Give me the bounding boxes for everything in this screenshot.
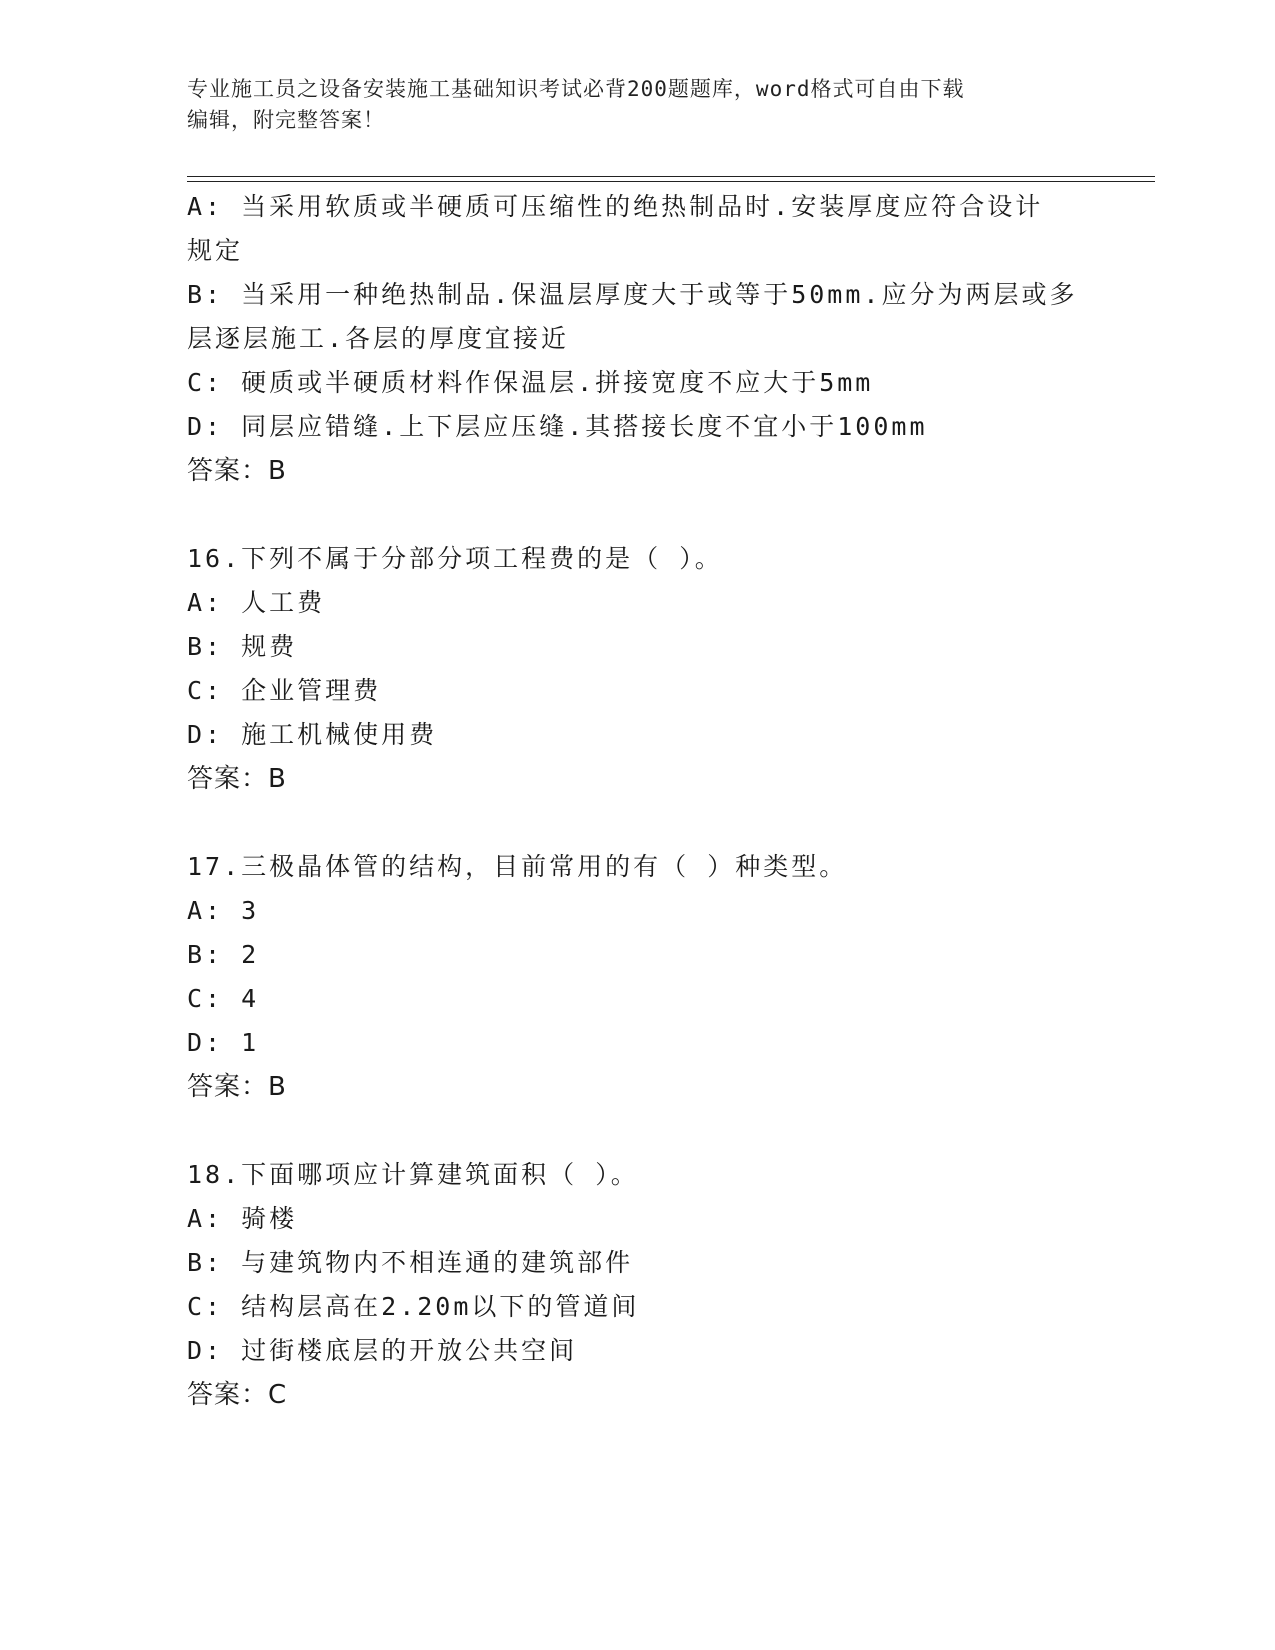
q16-answer: 答案：B	[187, 764, 287, 794]
q16-option-a: A: 人工费	[187, 588, 326, 617]
q18-question: 18.下面哪项应计算建筑面积（ ）。	[187, 1160, 639, 1189]
q15-option-c: C: 硬质或半硬质材料作保温层.拼接宽度不应大于5mm	[187, 368, 874, 397]
q16-option-b: B: 规费	[187, 632, 298, 661]
q18-option-b: B: 与建筑物内不相连通的建筑部件	[187, 1248, 634, 1277]
q18-answer: 答案：C	[187, 1380, 288, 1410]
q17-option-a: A: 3	[187, 896, 260, 925]
q18-option-a: A: 骑楼	[187, 1204, 298, 1233]
q15-answer: 答案：B	[187, 456, 287, 486]
q16-option-c: C: 企业管理费	[187, 676, 382, 705]
q15-option-a-line-1: A: 当采用软质或半硬质可压缩性的绝热制品时.安装厚度应符合设计	[187, 192, 1044, 221]
q16-option-d: D: 施工机械使用费	[187, 720, 438, 749]
q17-answer: 答案：B	[187, 1072, 287, 1102]
document-header	[187, 74, 1067, 136]
header-divider-bottom	[187, 181, 1155, 182]
header-title-line-2: 编辑，附完整答案！	[187, 108, 385, 132]
q17-option-d: D: 1	[187, 1028, 260, 1057]
q15-option-b-line-1: B: 当采用一种绝热制品.保温层厚度大于或等于50mm.应分为两层或多	[187, 280, 1078, 309]
q17-option-c: C: 4	[187, 984, 260, 1013]
header-title-line-1: 专业施工员之设备安装施工基础知识考试必背200题题库，word格式可自由下载	[187, 77, 965, 101]
header-divider-top	[187, 176, 1155, 177]
q18-option-c: C: 结构层高在2.20m以下的管道间	[187, 1292, 640, 1321]
q15-option-d: D: 同层应错缝.上下层应压缝.其搭接长度不宜小于100mm	[187, 412, 928, 441]
q16-question: 16.下列不属于分部分项工程费的是（ ）。	[187, 544, 723, 573]
q17-option-b: B: 2	[187, 940, 260, 969]
q17-question: 17.三极晶体管的结构，目前常用的有（ ）种类型。	[187, 852, 848, 881]
q15-option-a-line-2: 规定	[187, 236, 244, 265]
q15-option-b-line-2: 层逐层施工.各层的厚度宜接近	[187, 324, 570, 353]
q18-option-d: D: 过街楼底层的开放公共空间	[187, 1336, 578, 1365]
